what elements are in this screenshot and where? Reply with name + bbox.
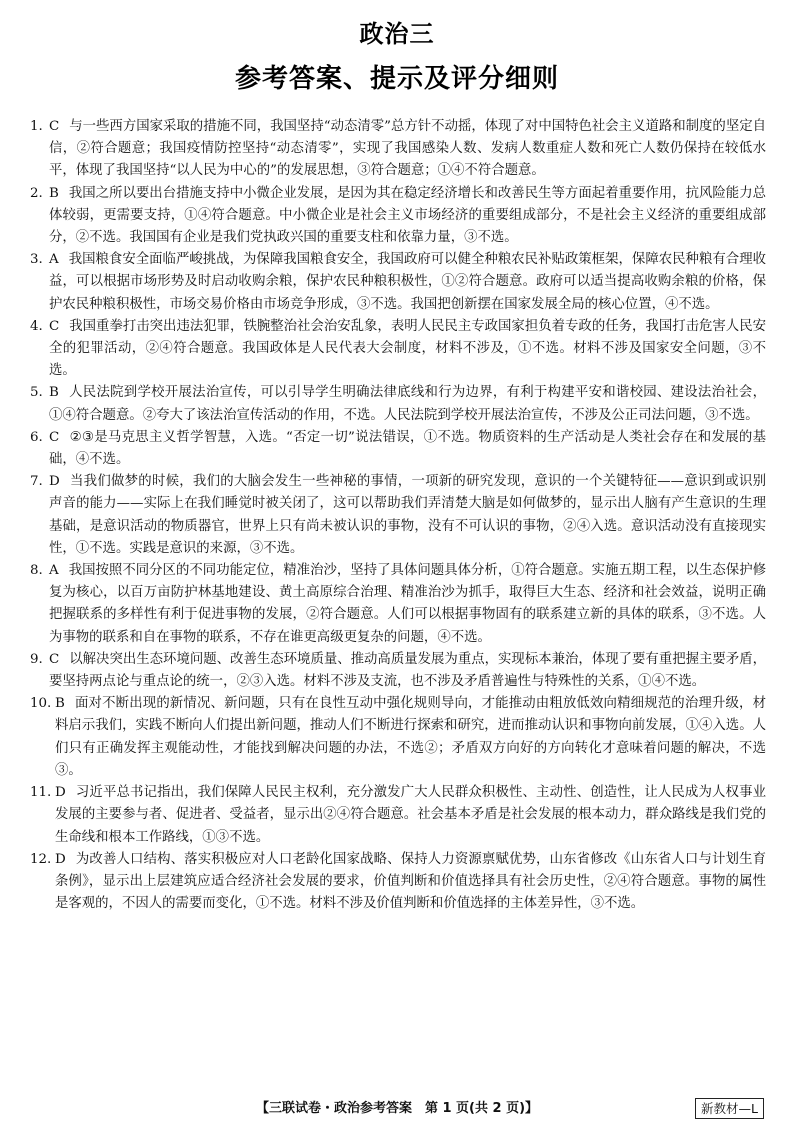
answer-number: 8. (30, 563, 43, 579)
answer-choice: A (49, 252, 59, 268)
answer-item (30, 649, 766, 693)
answer-item (30, 382, 766, 426)
answer-choice: D (55, 851, 66, 867)
answer-choice: D (55, 785, 66, 801)
answer-explanation: ②③是马克思主义哲学智慧，入选。“否定一切”说法错误，①不选。物质资料的生产活动是人类社会存在和发展的基础，④不选。 (49, 429, 766, 468)
answer-item (30, 471, 766, 560)
answer-choice: D (49, 474, 60, 490)
answer-choice: C (49, 318, 60, 334)
page-title: 政治三 (359, 20, 435, 48)
answer-choice: C (49, 119, 60, 134)
answer-number: 3. (30, 252, 43, 268)
answer-number: 12. (30, 851, 52, 867)
answer-number: 1. (30, 119, 43, 134)
answer-choice: B (49, 385, 59, 401)
answer-explanation: 当我们做梦的时候，我们的大脑会发生一些神秘的事情，一项新的研究发现，意识的一个关键特征——意识到或识别声音的能力——实际上在我们睡觉时被关闭了，这可以帮助我们弄清楚大脑是如何做梦的，显示出人脑有产生意识的生理基础，是意识活动的物质器官，世界上只有尚未被认识的事物，没有不可认识的事物，②④入选。意识活动没有直接现实性，①不选。实践是意识的来源，③不选。 (49, 474, 766, 556)
answer-number: 7. (30, 474, 43, 490)
answer-number: 10. (30, 696, 52, 712)
answer-number: 2. (30, 185, 43, 201)
answer-choice: B (49, 185, 59, 201)
answer-explanation: 与一些西方国家采取的措施不同，我国坚持“动态清零”总方针不动摇，体现了对中国特色社会主义道路和制度的坚定自信，②符合题意；我国疫情防控坚持“动态清零”，实现了我国感染人数、发病人数重症人数和死亡人数仍保持在较低水平，体现了我国坚持“以人民为中心的”的发展思想，③符合题意；①④不符合题意。 (49, 119, 766, 179)
answer-explanation: 人民法院到学校开展法治宣传，可以引导学生明确法律底线和行为边界，有利于构建平安和谐校园、建设法治社会，①④符合题意。②夸大了该法治宣传活动的作用，不选。人民法院到学校开展法治宣传，不涉及公正司法问题，③不选。 (49, 385, 766, 423)
answer-list (30, 116, 766, 915)
answer-explanation: 我国之所以要出台措施支持中小微企业发展，是因为其在稳定经济增长和改善民生等方面起着重要作用，抗风险能力总体较弱，更需要支持，①④符合题意。中小微企业是社会主义市场经济的重要组成部分，不是社会主义经济的重要组成部分，②不选。我国国有企业是我们党执政兴国的重要支柱和依靠力量，③不选。 (49, 185, 766, 246)
answer-choice: A (49, 563, 59, 579)
answer-number: 6. (30, 429, 43, 445)
answer-item (30, 560, 766, 649)
answer-item (30, 849, 766, 916)
answer-choice: C (49, 429, 60, 445)
answer-explanation: 习近平总书记指出，我们保障人民民主权利，充分激发广大人民群众积极性、主动性、创造性，让人民成为人权事业发展的主要参与者、促进者、受益者，显示出②④符合题意。社会基本矛盾是社会发展的根本动力，群众路线是我们党的生命线和根本工作路线，①③不选。 (55, 785, 766, 845)
page-subtitle: 参考答案、提示及评分细则 (234, 64, 559, 94)
footer-page-info: 【三联试卷・政治参考答案 第 1 页(共 2 页)】 (255, 1101, 539, 1116)
answer-item (30, 116, 766, 183)
answer-item (30, 183, 766, 250)
answer-choice: C (49, 651, 60, 667)
answer-explanation: 我国按照不同分区的不同功能定位，精准治沙，坚持了具体问题具体分析，①符合题意。实施五期工程，以生态保护修复为核心，以百万亩防护林基地建设、黄土高原综合治理、精准治沙为抓手，取得巨大生态、经济和社会效益，说明正确把握联系的多样性有利于促进事物的发展，②符合题意。人们可以根据事物固有的联系建立新的具体的联系，③不选。人为事物的联系和自在事物的联系，不存在谁更高级更复杂的问题，④不选。 (49, 563, 766, 645)
answer-choice: B (55, 696, 65, 712)
answer-item (30, 693, 766, 782)
answer-explanation: 面对不断出现的新情况、新问题，只有在良性互动中强化规则导向，才能推动由粗放低效向精细规范的治理升级，材料启示我们，实践不断向人们提出新问题，推动人们不断进行探索和研究，进而推动认识和事物向前发展，①④入选。人们只有正确发挥主观能动性，才能找到解决问题的办法，不选②；矛盾双方向好的方向转化才意味着问题的解决，不选③。 (55, 696, 766, 778)
edition-badge: 新教材—L (695, 1098, 764, 1119)
answer-number: 5. (30, 385, 43, 401)
answer-item (30, 427, 766, 471)
answer-explanation: 为改善人口结构、落实积极应对人口老龄化国家战略、保持人力资源禀赋优势，山东省修改《山东省人口与计划生育条例》，显示出上层建筑应适合经济社会发展的要求，价值判断和价值选择具有社会历史性，②④符合题意。事物的属性是客观的，不因人的需要而变化，①不选。材料不涉及价值判断和价值选择的主体差异性，③不选。 (55, 851, 766, 912)
answer-number: 4. (30, 318, 43, 334)
answer-explanation: 我国重拳打击突出违法犯罪，铁腕整治社会治安乱象，表明人民民主专政国家担负着专政的任务，我国打击危害人民安全的犯罪活动，②④符合题意。我国政体是人民代表大会制度，材料不涉及，①不选。材料不涉及国家安全问题，③不选。 (49, 318, 766, 379)
answer-item (30, 316, 766, 383)
answer-explanation: 我国粮食安全面临严峻挑战，为保障我国粮食安全，我国政府可以健全种粮农民补贴政策框架，保障农民种粮有合理收益，可以根据市场形势及时启动收购余粮，保护农民种粮积极性，①②符合题意。政府可以适当提高收购余粮的价格，保护农民种粮积极性，市场交易价格由市场竞争形成，③不选。我国把创新摆在国家发展全局的核心位置，④不选。 (49, 252, 766, 312)
answer-item (30, 782, 766, 849)
answer-number: 11. (30, 785, 52, 801)
answer-item (30, 249, 766, 316)
answer-number: 9. (30, 651, 43, 667)
answer-explanation: 以解决突出生态环境问题、改善生态环境质量、推动高质量发展为重点，实现标本兼治，体现了要有重把握主要矛盾，要坚持两点论与重点论的统一，②③入选。材料不涉及支流，也不涉及矛盾普遍性与特殊性的关系，①④不选。 (49, 651, 766, 690)
page-footer (0, 1098, 794, 1120)
